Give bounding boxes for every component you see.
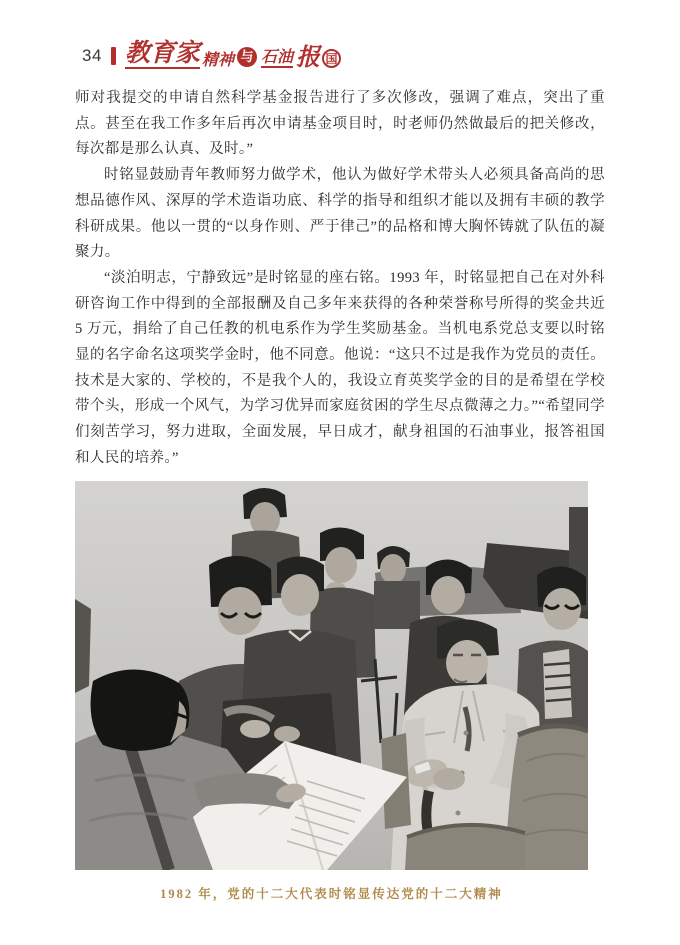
photo-figure (75, 481, 588, 902)
logo-text-educator: 教育家 (124, 38, 200, 67)
header-divider-bar (111, 47, 116, 65)
logo-text-bao: 报 (295, 43, 320, 71)
logo-text-petroleum: 石油 (260, 47, 293, 66)
logo-text-spirit: 精神 (201, 50, 234, 69)
paragraph-3: “淡泊明志，宁静致远”是时铭显的座右铭。1993 年，时铭显把自己在对外科研咨询工作中得到的全部报酬及自己多年来获得的各种荣誉称号所得的奖金共近 5 万元，捐给了自己任教的机电系作为学生奖励基金。当机电系党总支要以时铭显的名字命名这项奖学金时，他不同意。他说：“这只不过是我作为党员的责任。技术是大家的、学校的，不是我个人的，我设立育英奖学金的目的是希望在学校带个头，形成一个风气，为学习优异而家庭贫困的学生尽点微薄之力。”“希望同学们刻苦学习，努力进取，全面发展，早日成才，献身祖国的石油事业，报答祖国和人民的培养。” (75, 269, 605, 466)
page-number: 34 (82, 46, 102, 65)
series-title-logo (125, 40, 341, 72)
logo-guo-circle-badge: 国 (322, 49, 341, 68)
article-body (75, 86, 605, 902)
logo-yu-circle-badge: 与 (237, 47, 257, 67)
meeting-photo (75, 481, 588, 870)
page-header (82, 38, 341, 74)
paragraph-2: 时铭显鼓励青年教师努力做学术，他认为做好学术带头人必须具备高尚的思想品德作风、深厚的学术造诣功底、科学的指导和组织才能以及拥有丰硕的教学科研成果。他以一贯的“以身作则、严于律己”的品格和博大胸怀铸就了队伍的凝聚力。 (75, 167, 605, 261)
paragraph-1: 师对我提交的申请自然科学基金报告进行了多次修改，强调了难点，突出了重点。甚至在我工作多年后再次申请基金项目时，时老师仍然做最后的把关修改，每次都是那么认真、及时。” (75, 90, 605, 158)
photo-caption: 1982 年，党的十二大代表时铭显传达党的十二大精神 (160, 886, 503, 901)
